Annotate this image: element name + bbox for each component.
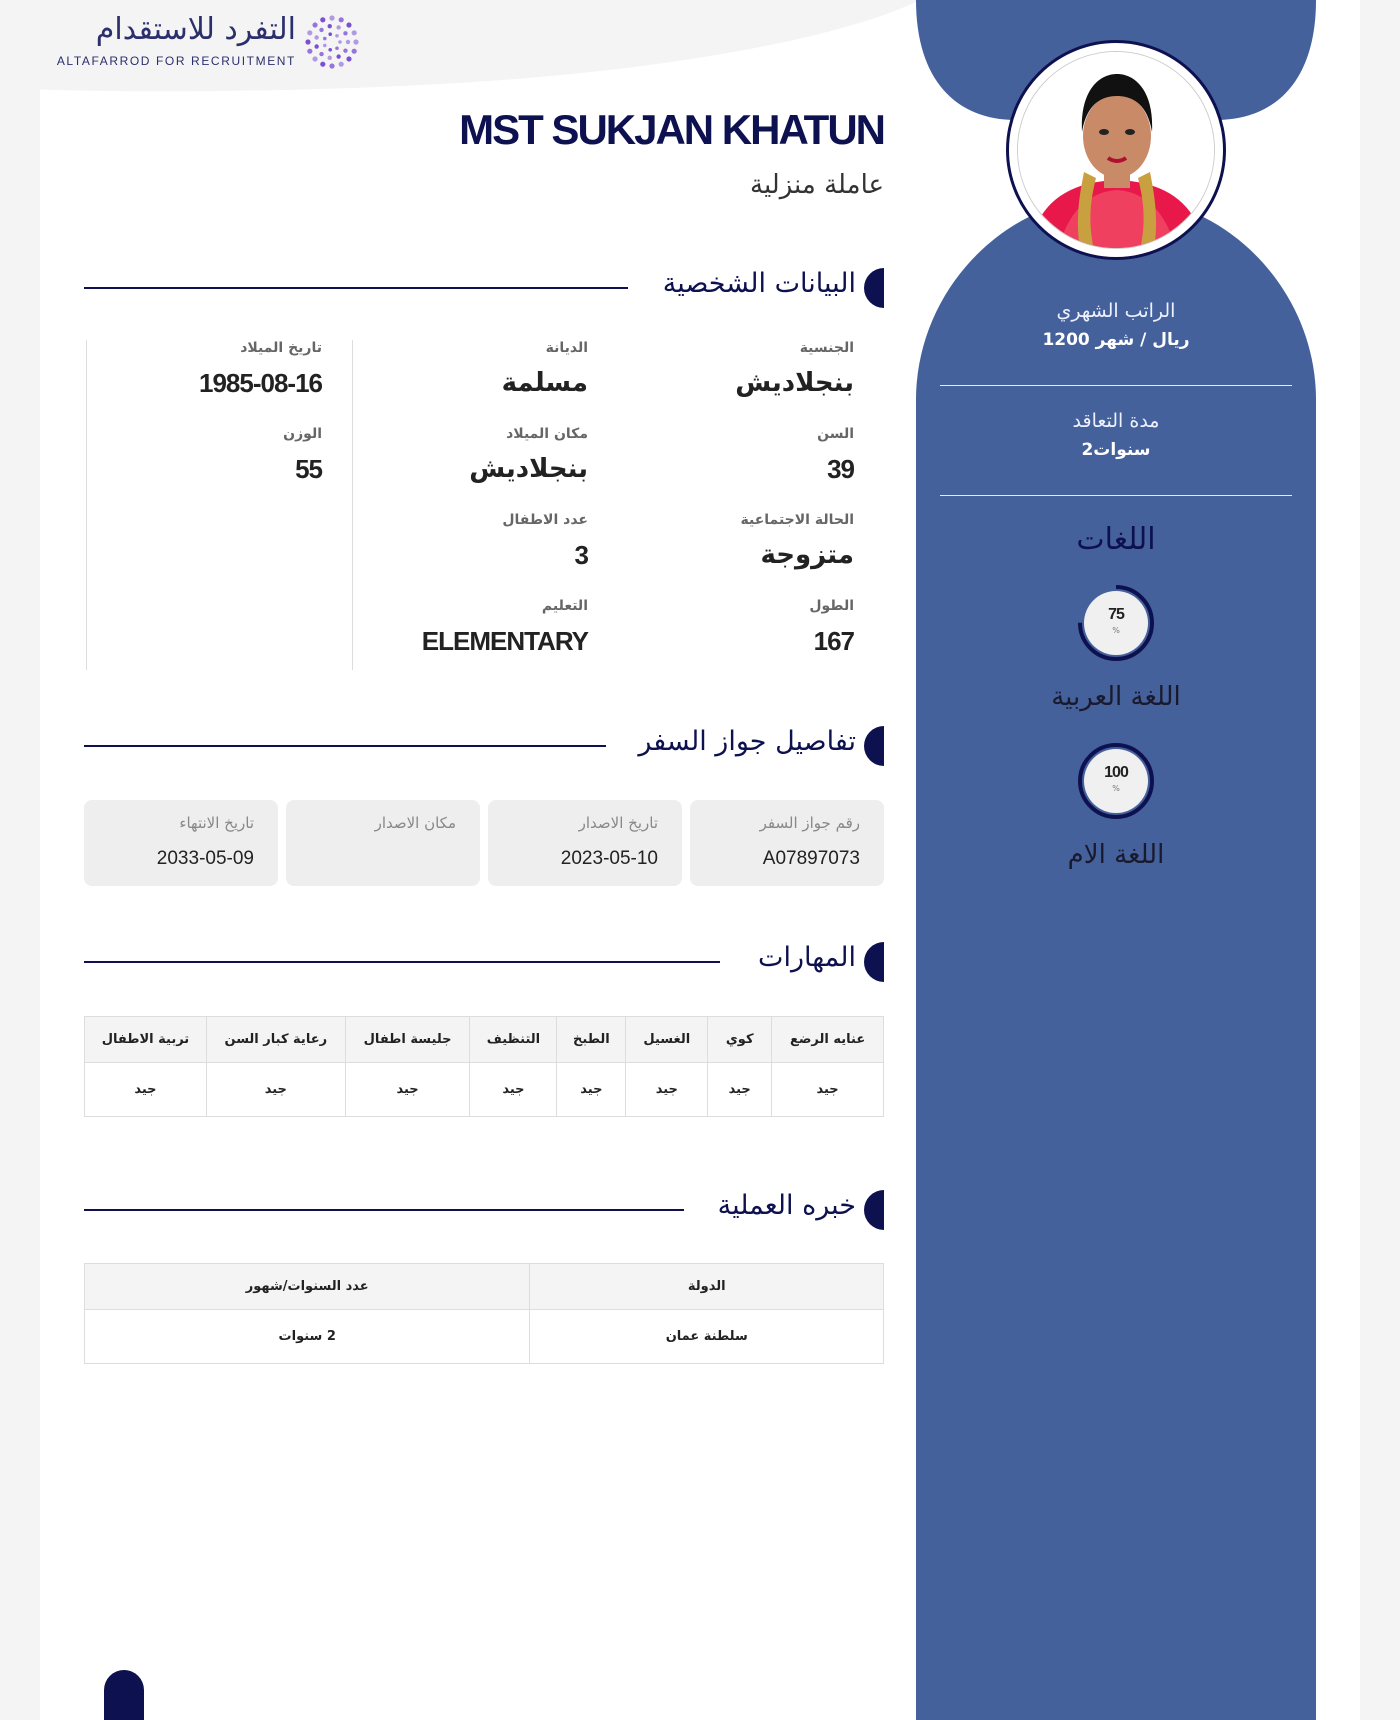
logo-dot	[335, 46, 339, 50]
contract-label: مدة التعاقد	[1072, 410, 1160, 432]
section-experience	[84, 1188, 884, 1232]
section-rule	[84, 1209, 684, 1211]
logo-dot	[323, 44, 327, 48]
logo-dots-icon	[304, 14, 360, 70]
sidebar-divider	[940, 495, 1292, 496]
section-rule	[84, 287, 628, 289]
section-rule	[84, 745, 606, 747]
table-header: التنظيف	[470, 1017, 557, 1063]
section-marker	[864, 268, 884, 308]
field-education	[422, 598, 588, 657]
field-date-of-birth	[199, 340, 322, 399]
logo-dot	[336, 54, 340, 58]
photo-frame	[1017, 51, 1215, 249]
logo-dot	[338, 40, 342, 44]
personal-column	[86, 340, 352, 670]
field-label: الجنسية	[799, 340, 854, 356]
candidate-name: MST SUKJAN KHATUN	[459, 106, 884, 153]
table-cell: جيد	[470, 1063, 557, 1117]
personal-info-grid	[84, 340, 884, 670]
field-label: الحالة الاجتماعية	[740, 512, 854, 528]
logo-dot	[353, 39, 358, 44]
percent-sign: %	[1112, 784, 1120, 793]
section-personal	[84, 266, 884, 310]
field-marital-status	[741, 512, 854, 570]
section-title: المهارات	[758, 942, 856, 973]
table-cell: جيد	[557, 1063, 626, 1117]
table-header: الطبخ	[557, 1017, 626, 1063]
section-title: البيانات الشخصية	[662, 268, 856, 299]
sidebar	[916, 0, 1316, 1720]
logo-dot	[314, 35, 318, 39]
percent-sign: %	[1112, 626, 1120, 635]
field-children	[502, 512, 588, 571]
job-title: عاملة منزلية	[750, 170, 884, 200]
logo-dot	[329, 63, 334, 68]
experience-table	[84, 1263, 884, 1364]
table-cell: سلطنة عمان	[530, 1310, 884, 1364]
logo-dot	[312, 56, 317, 61]
logo-dot	[328, 24, 332, 28]
field-label: السن	[817, 426, 854, 442]
language-gauge	[1075, 740, 1157, 822]
table-cell: جيد	[626, 1063, 708, 1117]
salary-block	[940, 300, 1292, 350]
card-label: مكان الاصدار	[374, 814, 456, 832]
logo-dot	[336, 25, 340, 29]
field-religion	[502, 340, 588, 398]
logo-dot	[329, 15, 334, 20]
card-value: A07897073	[762, 848, 860, 869]
field-label: مكان الميلاد	[506, 426, 588, 442]
card-label: تاريخ الاصدار	[578, 814, 658, 832]
table-header: الغسيل	[626, 1017, 708, 1063]
candidate-photo	[1006, 40, 1226, 260]
table-header-row	[85, 1264, 884, 1310]
field-value: بنجلاديش	[469, 454, 588, 484]
logo-dot	[352, 30, 357, 35]
logo-dot	[328, 32, 332, 36]
field-label: الوزن	[283, 426, 322, 442]
logo-english-name: ALTAFARROD FOR RECRUITMENT	[56, 54, 296, 68]
table-header: رعاية كبار السن	[206, 1017, 345, 1063]
field-label: تاريخ الميلاد	[240, 340, 322, 356]
table-row	[85, 1310, 884, 1364]
logo-arabic-name: التفرد للاستقدام	[95, 12, 296, 47]
card-label: رقم جواز السفر	[759, 814, 860, 832]
logo-dot	[319, 52, 323, 56]
logo-dot	[314, 44, 318, 48]
language-percent: 100	[1104, 764, 1128, 781]
language-arabic	[916, 582, 1316, 712]
salary-value: 1200 ريال / شهر	[1042, 330, 1190, 350]
section-title: تفاصيل جواز السفر	[638, 726, 856, 757]
logo-dot	[346, 56, 351, 61]
section-title: خبره العملية	[717, 1190, 856, 1221]
sidebar-divider	[940, 385, 1292, 386]
logo-dot	[346, 40, 350, 44]
logo-dot	[339, 62, 344, 67]
table-cell: جيد	[345, 1063, 470, 1117]
field-birthplace	[469, 426, 588, 484]
card-value: 2033-05-09	[156, 848, 254, 869]
logo-dot	[328, 48, 332, 52]
field-label: عدد الاطفال	[502, 512, 588, 528]
passport-expiry-card	[84, 800, 278, 886]
table-header: الدولة	[530, 1264, 884, 1310]
language-name: اللغة العربية	[1051, 682, 1181, 712]
field-height	[809, 598, 854, 657]
language-name: اللغة الام	[1067, 840, 1165, 870]
table-row	[85, 1063, 884, 1117]
table-cell: 2 سنوات	[85, 1310, 530, 1364]
company-logo	[56, 12, 360, 74]
logo-dot	[346, 22, 351, 27]
logo-dot	[343, 31, 347, 35]
logo-dot	[343, 48, 347, 52]
logo-dot	[339, 17, 344, 22]
field-value: 3	[574, 540, 588, 570]
language-native	[916, 740, 1316, 870]
logo-dot	[305, 39, 310, 44]
logo-dot	[328, 56, 332, 60]
personal-column	[618, 340, 884, 670]
field-label: الطول	[809, 598, 854, 614]
field-age	[817, 426, 854, 485]
contract-block	[940, 410, 1292, 460]
logo-dot	[320, 17, 325, 22]
field-nationality	[735, 340, 854, 398]
portrait-illustration	[1018, 52, 1215, 249]
field-value: 39	[827, 454, 854, 484]
field-value: مسلمة	[501, 368, 588, 398]
field-value: 167	[813, 626, 854, 656]
passport-issue-place-card	[286, 800, 480, 886]
logo-dot	[323, 37, 327, 41]
languages-title: اللغات	[1076, 522, 1156, 557]
table-header: عدد السنوات/شهور	[85, 1264, 530, 1310]
table-header-row	[85, 1017, 884, 1063]
logo-dot	[335, 34, 339, 38]
field-label: الديانة	[545, 340, 588, 356]
logo-dot	[307, 30, 312, 35]
contract-value: 2سنوات	[1081, 440, 1151, 460]
logo-dot	[307, 49, 312, 54]
language-percent: 75	[1108, 606, 1124, 623]
skills-table	[84, 1016, 884, 1117]
logo-dot	[320, 62, 325, 67]
field-weight	[283, 426, 322, 485]
personal-column	[352, 340, 618, 670]
section-marker	[864, 1190, 884, 1230]
field-value: 55	[295, 454, 322, 484]
field-value: بنجلاديش	[735, 368, 854, 398]
logo-dot	[352, 49, 357, 54]
section-marker	[864, 942, 884, 982]
section-rule	[84, 961, 720, 963]
passport-issue-date-card	[488, 800, 682, 886]
salary-label: الراتب الشهري	[1056, 300, 1176, 322]
table-cell: جيد	[772, 1063, 884, 1117]
section-marker	[864, 726, 884, 766]
card-value: 2023-05-10	[560, 848, 658, 869]
field-value: ELEMENTARY	[421, 626, 588, 656]
table-header: جليسة اطفال	[345, 1017, 470, 1063]
table-header: تربية الاطفال	[85, 1017, 207, 1063]
footer-decoration	[104, 1670, 144, 1720]
logo-dot	[312, 22, 317, 27]
field-value: 1985-08-16	[199, 368, 322, 398]
section-passport	[84, 724, 884, 768]
field-value: متزوجة	[760, 540, 854, 570]
card-label: تاريخ الانتهاء	[179, 814, 254, 832]
table-header: عنايه الرضع	[772, 1017, 884, 1063]
passport-number-card	[690, 800, 884, 886]
language-gauge	[1075, 582, 1157, 664]
section-skills	[84, 940, 884, 984]
passport-cards	[84, 800, 884, 886]
table-cell: جيد	[206, 1063, 345, 1117]
field-label: التعليم	[541, 598, 588, 614]
logo-dot	[319, 28, 323, 32]
table-cell: جيد	[85, 1063, 207, 1117]
table-header: كوي	[708, 1017, 772, 1063]
table-cell: جيد	[708, 1063, 772, 1117]
